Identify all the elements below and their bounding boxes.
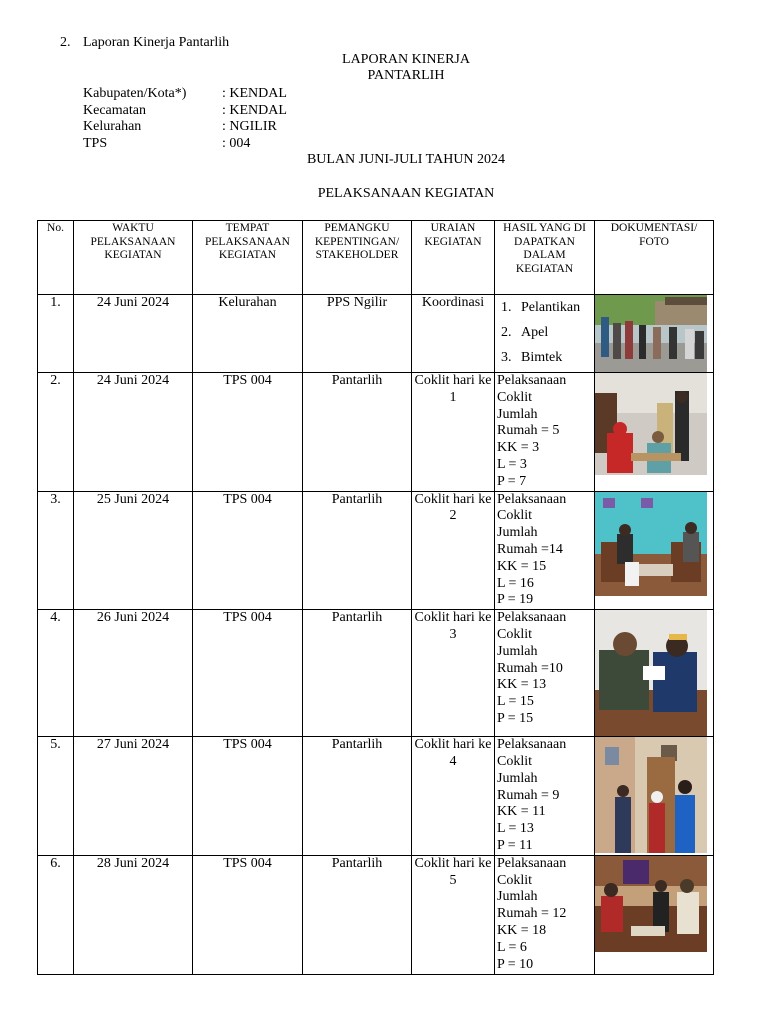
cell-tempat: TPS 004: [193, 737, 303, 856]
header-pemangku: PEMANGKU KEPENTINGAN/ STAKEHOLDER: [303, 221, 412, 295]
cell-tempat: TPS 004: [193, 855, 303, 974]
cell-hasil: [495, 295, 595, 373]
hasil-line: Jumlah: [497, 770, 538, 786]
header-hasil: HASIL YANG DI DAPATKAN DALAM KEGIATAN: [495, 221, 595, 295]
cell-waktu: 24 Juni 2024: [74, 373, 193, 492]
hasil-line: P = 10: [497, 956, 534, 972]
header-no: No.: [38, 221, 74, 295]
cell-pemangku: Pantarlih: [303, 373, 412, 492]
cell-pemangku: Pantarlih: [303, 855, 412, 974]
photo-coklit-5: [595, 856, 707, 952]
hasil-line: KK = 18: [497, 922, 547, 938]
hasil-line: Pelaksanaan: [497, 737, 567, 753]
section-subtitle: PELAKSANAAN KEGIATAN: [317, 186, 495, 201]
photo-pelantikan: [595, 295, 707, 372]
cell-foto: [595, 737, 714, 856]
section-number: 2.: [60, 35, 71, 50]
cell-no: 5.: [38, 737, 74, 856]
hasil-line: Rumah =14: [497, 541, 563, 557]
header-uraian: URAIAN KEGIATAN: [412, 221, 495, 295]
hasil-line: L = 15: [497, 694, 534, 710]
photo-coklit-2: [595, 492, 707, 596]
hasil-line: Jumlah: [497, 525, 538, 541]
hasil-line: Rumah =10: [497, 660, 563, 676]
cell-hasil: [495, 373, 595, 492]
hasil-line: L = 16: [497, 575, 534, 591]
photo-coklit-1: [595, 373, 707, 475]
table-row: [38, 737, 714, 856]
hasil-line: Pelaksanaan: [497, 855, 567, 871]
hasil-line: P = 7: [497, 473, 527, 489]
header-tempat: TEMPAT PELAKSANAAN KEGIATAN: [193, 221, 303, 295]
list-item: Bimtek: [521, 350, 563, 365]
cell-foto: [595, 295, 714, 373]
photo-coklit-3: [595, 610, 707, 736]
cell-pemangku: PPS Ngilir: [303, 295, 412, 373]
hasil-line: Coklit: [497, 389, 533, 405]
cell-hasil: [495, 491, 595, 610]
table-row: [38, 295, 714, 373]
hasil-line: Rumah = 5: [497, 423, 560, 439]
hasil-line: Pelaksanaan: [497, 491, 567, 507]
cell-tempat: TPS 004: [193, 610, 303, 737]
section-title: Laporan Kinerja Pantarlih: [83, 35, 230, 50]
hasil-line: P = 11: [497, 837, 533, 853]
hasil-line: Pelaksanaan: [497, 610, 567, 626]
cell-uraian: Coklit hari ke 5: [412, 855, 495, 974]
hasil-line: Jumlah: [497, 406, 538, 422]
cell-uraian: Coklit hari ke 1: [412, 373, 495, 492]
photo-coklit-4: [595, 737, 707, 853]
cell-uraian: Coklit hari ke 3: [412, 610, 495, 737]
header-waktu: WAKTU PELAKSANAAN KEGIATAN: [74, 221, 193, 295]
info-label-kecamatan: Kecamatan: [83, 103, 146, 118]
cell-hasil: [495, 737, 595, 856]
cell-waktu: 27 Juni 2024: [74, 737, 193, 856]
hasil-line: KK = 3: [497, 440, 540, 456]
cell-no: 2.: [38, 373, 74, 492]
cell-pemangku: Pantarlih: [303, 610, 412, 737]
info-label-kelurahan: Kelurahan: [83, 119, 142, 134]
info-label-tps: TPS: [83, 136, 108, 151]
hasil-line: Coklit: [497, 508, 533, 524]
cell-pemangku: Pantarlih: [303, 737, 412, 856]
table-row: [38, 610, 714, 737]
hasil-line: Coklit: [497, 872, 533, 888]
info-value-kelurahan: : NGILIR: [222, 119, 277, 134]
cell-tempat: TPS 004: [193, 373, 303, 492]
cell-waktu: 25 Juni 2024: [74, 491, 193, 610]
hasil-line: Jumlah: [497, 889, 538, 905]
cell-foto: [595, 855, 714, 974]
info-value-kecamatan: : KENDAL: [222, 103, 287, 118]
hasil-line: KK = 11: [497, 804, 546, 820]
period-title: BULAN JUNI-JULI TAHUN 2024: [306, 152, 506, 167]
hasil-line: P = 15: [497, 710, 534, 726]
cell-foto: [595, 610, 714, 737]
hasil-line: L = 6: [497, 939, 527, 955]
cell-uraian: Coklit hari ke 4: [412, 737, 495, 856]
hasil-line: KK = 13: [497, 677, 547, 693]
table-row: [38, 373, 714, 492]
hasil-list: [497, 295, 592, 370]
report-title-line2: PANTARLIH: [367, 68, 445, 83]
info-value-tps: : 004: [222, 136, 251, 151]
cell-no: 1.: [38, 295, 74, 373]
cell-no: 6.: [38, 855, 74, 974]
header-dokumentasi: DOKUMENTASI/ FOTO: [595, 221, 714, 295]
cell-tempat: TPS 004: [193, 491, 303, 610]
cell-hasil: [495, 855, 595, 974]
hasil-line: Pelaksanaan: [497, 373, 567, 388]
hasil-line: Coklit: [497, 626, 533, 642]
cell-waktu: 24 Juni 2024: [74, 295, 193, 373]
hasil-line: Rumah = 12: [497, 906, 567, 922]
hasil-line: P = 19: [497, 592, 534, 608]
info-value-kabupaten: : KENDAL: [222, 86, 287, 101]
hasil-line: Jumlah: [497, 643, 538, 659]
list-item: Pelantikan: [521, 300, 581, 315]
list-item: Apel: [521, 325, 549, 340]
cell-foto: [595, 491, 714, 610]
hasil-line: Rumah = 9: [497, 787, 560, 803]
activity-table: [37, 220, 714, 975]
hasil-line: Coklit: [497, 753, 533, 769]
table-header-row: [38, 221, 714, 295]
table-row: [38, 855, 714, 974]
cell-no: 4.: [38, 610, 74, 737]
hasil-line: L = 13: [497, 821, 534, 837]
cell-waktu: 28 Juni 2024: [74, 855, 193, 974]
cell-uraian: Koordinasi: [412, 295, 495, 373]
table-row: [38, 491, 714, 610]
cell-foto: [595, 373, 714, 492]
cell-uraian: Coklit hari ke 2: [412, 491, 495, 610]
cell-pemangku: Pantarlih: [303, 491, 412, 610]
report-title-line1: LAPORAN KINERJA: [342, 52, 470, 67]
hasil-line: L = 3: [497, 456, 527, 472]
hasil-line: KK = 15: [497, 558, 547, 574]
cell-tempat: Kelurahan: [193, 295, 303, 373]
cell-hasil: [495, 610, 595, 737]
cell-waktu: 26 Juni 2024: [74, 610, 193, 737]
info-label-kabupaten: Kabupaten/Kota*): [83, 86, 187, 101]
cell-no: 3.: [38, 491, 74, 610]
